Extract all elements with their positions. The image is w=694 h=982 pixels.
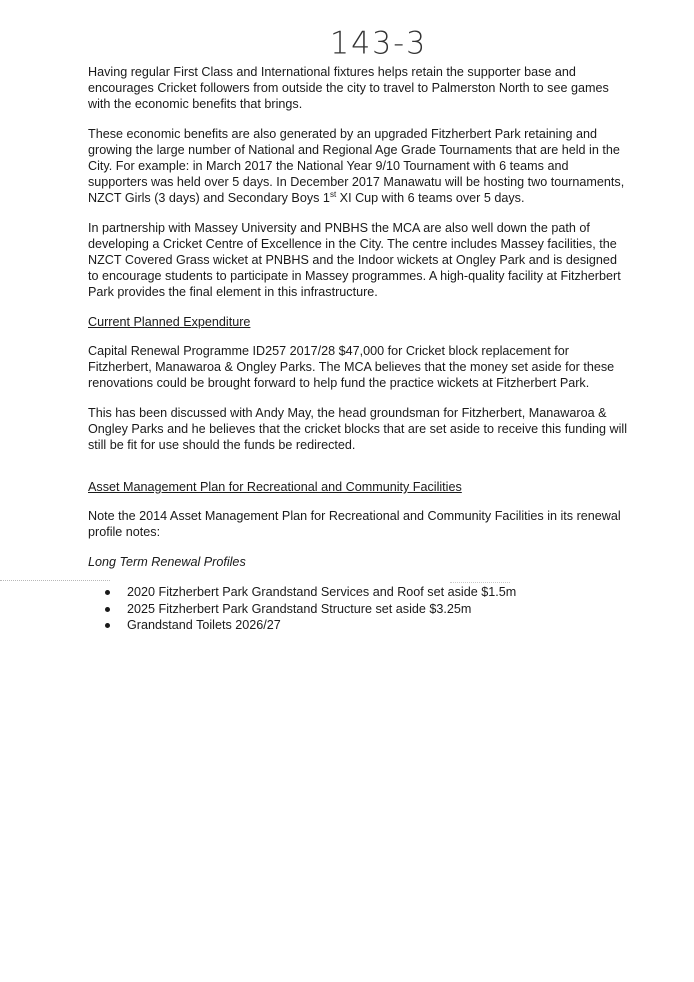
paragraph-fixtures: Having regular First Class and International fixtures helps retain the supporter base and encourages Cricket followers from outside the city to travel to Palmerston North to see games with the economic benefits that brings. [88, 65, 609, 111]
paragraph-centre-of-excellence: In partnership with Massey University and PNBHS the MCA are also well down the path of developing a Cricket Centre of Excellence in the City. The centre includes Massey facilities, the NZCT Covered Grass wicket at PNBHS and the Indoor wickets at Ongley Park and is designed to encourage students to participate in Massey programmes. A high-quality facility at Fitzherbert Park provides the final element in this infrastructure. [88, 221, 621, 299]
ordinal-suffix: st [329, 189, 337, 199]
renewal-profile-list [88, 584, 628, 634]
list-item: Grandstand Toilets 2026/27 [88, 617, 628, 634]
paragraph-economic-benefits-tail: XI Cup with 6 teams over 5 days. [336, 191, 525, 205]
list-item: 2020 Fitzherbert Park Grandstand Services and Roof set aside $1.5m [88, 584, 628, 601]
paragraph-groundsman: This has been discussed with Andy May, the head groundsman for Fitzherbert, Manawaroa & Ongley Parks and he believes that the cricket blocks that are set aside to receive this funding will still be fit for use should the funds be redirected. [88, 406, 628, 452]
paragraph-asset-plan-note: Note the 2014 Asset Management Plan for Recreational and Community Facilities in its renewal profile notes: [88, 509, 621, 539]
handwritten-page-number: 143-3 [330, 25, 428, 62]
paragraph-economic-benefits-text: These economic benefits are also generated by an upgraded Fitzherbert Park retaining and growing the large number of National and Regional Age Grade Tournaments that are held in the City. For example: in March 2017 the National Year 9/10 Tournament with 6 teams and supporters was held over 5 days. In December 2017 Manawatu will be hosting two tournaments, NZCT Girls (3 days) and Secondary Boys 1 [88, 127, 625, 205]
list-item: 2025 Fitzherbert Park Grandstand Structure set aside $3.25m [88, 601, 628, 618]
paragraph-capital-renewal: Capital Renewal Programme ID257 2017/28 $47,000 for Cricket block replacement for Fitzherbert, Manawaroa & Ongley Parks. The MCA believes that the money set aside for these renovations could be brought forward to help fund the practice wickets at Fitzherbert Park. [88, 344, 615, 390]
subheading-long-term-renewal: Long Term Renewal Profiles [88, 555, 246, 569]
document-body [88, 64, 628, 634]
paragraph-economic-benefits [88, 126, 628, 206]
heading-current-planned-expenditure: Current Planned Expenditure [88, 315, 251, 329]
heading-asset-management-plan: Asset Management Plan for Recreational and Community Facilities [88, 480, 462, 494]
